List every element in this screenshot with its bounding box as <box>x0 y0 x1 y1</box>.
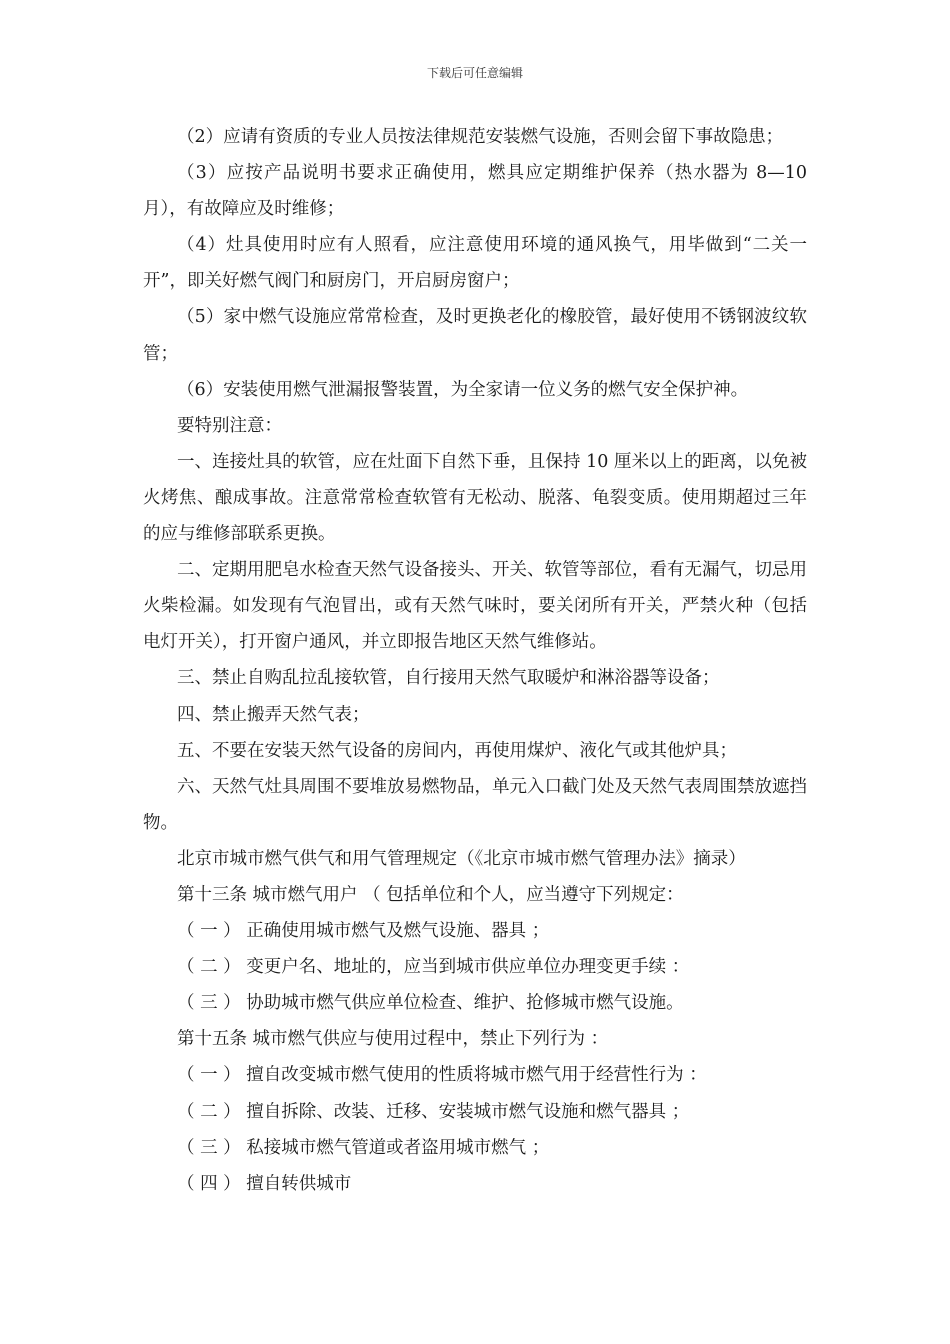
regulation-title: 北京市城市燃气供气和用气管理规定（《北京市城市燃气管理办法》摘录） <box>177 848 746 869</box>
article-15-clause-4: （ 四 ） 擅自转供城市 <box>177 1173 352 1194</box>
notice-item-4: 四、禁止搬弄天然气表； <box>177 704 370 725</box>
paragraph-item-4: （4）灶具使用时应有人照看，应注意使用环境的通风换气，用毕做到“二关一开”，即关好燃气阀门和厨房门，开启厨房窗户； <box>143 235 807 292</box>
notice-item-2: 二、定期用肥皂水检查天然气设备接头、开关、软管等部位，看有无漏气，切忌用火柴检漏。如发现有气泡冒出，或有天然气味时，要关闭所有开关，严禁火种（包括电灯开关），打开窗户通风，并立即报告地区天然气维修站。 <box>143 560 807 653</box>
notice-item-3: 三、禁止自购乱拉乱接软管，自行接用天然气取暖炉和淋浴器等设备； <box>177 668 720 689</box>
notice-item-5: 五、不要在安装天然气设备的房间内，再使用煤炉、液化气或其他炉具； <box>177 740 737 761</box>
article-13: 第十三条 城市燃气用户 （ 包括单位和个人，应当遵守下列规定： <box>177 884 684 905</box>
paragraph-item-2: （2）应请有资质的专业人员按法律规范安装燃气设施，否则会留下事故隐患； <box>177 127 784 147</box>
article-13-clause-3: （ 三 ） 协助城市燃气供应单位检查、维护、抢修城市燃气设施。 <box>177 993 684 1014</box>
article-15-clause-3: （ 三 ） 私接城市燃气管道或者盗用城市燃气 ； <box>177 1137 550 1158</box>
paragraph-item-6: （6）安装使用燃气泄漏报警装置，为全家请一位义务的燃气安全保护神。 <box>177 379 749 400</box>
paragraph-item-5: （5）家中燃气设施应常常检查，及时更换老化的橡胶管，最好使用不锈钢波纹软管； <box>143 307 807 364</box>
article-15-clause-1: （ 一 ） 擅自改变城市燃气使用的性质将城市燃气用于经营性行为 ： <box>177 1065 707 1086</box>
page-header-note: 下载后可任意编辑 <box>426 66 523 80</box>
notice-item-6: 六、天然气灶具周围不要堆放易燃物品，单元入口截门处及天然气表周围禁放遮挡物。 <box>143 776 807 833</box>
paragraph-item-3: （3）应按产品说明书要求正确使用，燃具应定期维护保养（热水器为 8—10 月），有故障应及时维修； <box>143 163 807 220</box>
notice-item-1: 一、连接灶具的软管，应在灶面下自然下垂，且保持 10 厘米以上的距离，以免被火烤焦、酿成事故。注意常常检查软管有无松动、脱落、龟裂变质。使用期超过三年的应与维修部联系更换。 <box>143 451 807 545</box>
special-notice-heading: 要特别注意： <box>177 415 282 436</box>
article-15: 第十五条 城市燃气供应与使用过程中，禁止下列行为 ： <box>177 1029 609 1050</box>
article-13-clause-2: （ 二 ） 变更户名、地址的，应当到城市供应单位办理变更手续 ： <box>177 957 690 978</box>
article-13-clause-1: （ 一 ） 正确使用城市燃气及燃气设施、器具 ； <box>177 921 550 942</box>
document-body <box>143 119 807 1202</box>
article-15-clause-2: （ 二 ） 擅自拆除、改装、迁移、安装城市燃气设施和燃气器具 ； <box>177 1101 690 1122</box>
